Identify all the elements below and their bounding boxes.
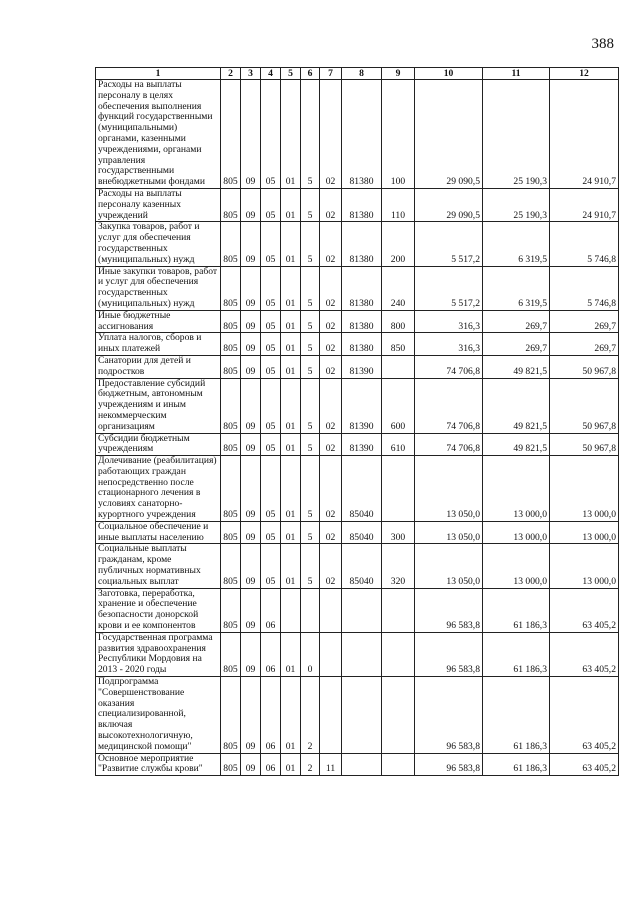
table-row <box>96 588 619 632</box>
code-subprogram: 5 <box>301 222 320 266</box>
code-program: 01 <box>281 266 301 310</box>
code-section: 09 <box>241 544 261 588</box>
amount-year-3: 24 910,7 <box>550 188 619 221</box>
header-row <box>96 68 619 80</box>
code-expense-type: 850 <box>382 333 415 356</box>
amount-year-2: 61 186,3 <box>483 753 550 776</box>
code-measure: 02 <box>320 355 342 378</box>
code-subprogram: 5 <box>301 521 320 544</box>
amount-year-3: 269,7 <box>550 333 619 356</box>
table-row <box>96 521 619 544</box>
code-section: 09 <box>241 433 261 456</box>
amount-year-2: 6 319,5 <box>483 266 550 310</box>
code-admin: 805 <box>221 333 241 356</box>
table-row <box>96 433 619 456</box>
amount-year-1: 13 050,0 <box>415 456 483 522</box>
code-expense-type <box>382 632 415 676</box>
row-name: Санатории для детей и подростков <box>96 355 221 378</box>
row-name: Социальные выплаты гражданам, кроме публичных нормативных социальных выплат <box>96 544 221 588</box>
code-program: 01 <box>281 333 301 356</box>
code-admin: 805 <box>221 521 241 544</box>
code-direction: 81390 <box>342 433 382 456</box>
code-program: 01 <box>281 456 301 522</box>
code-section: 09 <box>241 266 261 310</box>
code-section: 09 <box>241 333 261 356</box>
code-subprogram: 5 <box>301 355 320 378</box>
code-measure: 02 <box>320 333 342 356</box>
amount-year-1: 74 706,8 <box>415 433 483 456</box>
table-row <box>96 544 619 588</box>
code-section: 09 <box>241 588 261 632</box>
code-admin: 805 <box>221 588 241 632</box>
code-direction <box>342 677 382 754</box>
code-direction: 81390 <box>342 355 382 378</box>
row-name: Заготовка, переработка, хранение и обеспечение безопасности донорской крови и ее компонентов <box>96 588 221 632</box>
amount-year-3: 13 000,0 <box>550 521 619 544</box>
code-measure: 02 <box>320 266 342 310</box>
code-direction: 85040 <box>342 456 382 522</box>
amount-year-2: 61 186,3 <box>483 632 550 676</box>
amount-year-1: 96 583,8 <box>415 588 483 632</box>
amount-year-1: 29 090,5 <box>415 80 483 189</box>
code-expense-type <box>382 588 415 632</box>
code-section: 09 <box>241 632 261 676</box>
row-name: Социальное обеспечение и иные выплаты населению <box>96 521 221 544</box>
code-subsection: 05 <box>261 544 281 588</box>
code-direction: 85040 <box>342 521 382 544</box>
table-row <box>96 632 619 676</box>
code-subprogram: 2 <box>301 753 320 776</box>
code-direction: 81380 <box>342 333 382 356</box>
code-measure: 11 <box>320 753 342 776</box>
amount-year-3: 24 910,7 <box>550 80 619 189</box>
code-program: 01 <box>281 677 301 754</box>
code-admin: 805 <box>221 355 241 378</box>
code-section: 09 <box>241 677 261 754</box>
code-subprogram: 5 <box>301 310 320 333</box>
code-section: 09 <box>241 80 261 189</box>
row-name: Иные закупки товаров, работ и услуг для обеспечения государственных (муниципальных) нужд <box>96 266 221 310</box>
amount-year-2: 61 186,3 <box>483 677 550 754</box>
amount-year-1: 13 050,0 <box>415 521 483 544</box>
code-expense-type: 320 <box>382 544 415 588</box>
code-measure: 02 <box>320 188 342 221</box>
amount-year-3: 50 967,8 <box>550 378 619 433</box>
code-admin: 805 <box>221 266 241 310</box>
code-program: 01 <box>281 521 301 544</box>
code-subsection: 06 <box>261 632 281 676</box>
amount-year-1: 316,3 <box>415 310 483 333</box>
code-expense-type <box>382 355 415 378</box>
amount-year-3: 5 746,8 <box>550 222 619 266</box>
code-subprogram: 5 <box>301 378 320 433</box>
page-number: 388 <box>591 36 614 52</box>
code-direction <box>342 588 382 632</box>
code-expense-type: 240 <box>382 266 415 310</box>
code-section: 09 <box>241 222 261 266</box>
amount-year-1: 96 583,8 <box>415 632 483 676</box>
code-expense-type: 200 <box>382 222 415 266</box>
code-measure: 02 <box>320 433 342 456</box>
amount-year-2: 13 000,0 <box>483 456 550 522</box>
code-expense-type: 800 <box>382 310 415 333</box>
table-body <box>96 80 619 776</box>
code-subsection: 05 <box>261 310 281 333</box>
amount-year-2: 13 000,0 <box>483 521 550 544</box>
code-expense-type <box>382 677 415 754</box>
code-direction <box>342 753 382 776</box>
code-expense-type <box>382 456 415 522</box>
amount-year-2: 269,7 <box>483 333 550 356</box>
code-direction <box>342 632 382 676</box>
code-program: 01 <box>281 632 301 676</box>
amount-year-1: 5 517,2 <box>415 222 483 266</box>
code-subsection: 05 <box>261 333 281 356</box>
amount-year-3: 13 000,0 <box>550 544 619 588</box>
amount-year-1: 29 090,5 <box>415 188 483 221</box>
amount-year-3: 63 405,2 <box>550 677 619 754</box>
amount-year-3: 5 746,8 <box>550 266 619 310</box>
code-subsection: 05 <box>261 456 281 522</box>
code-program: 01 <box>281 544 301 588</box>
code-section: 09 <box>241 521 261 544</box>
code-section: 09 <box>241 188 261 221</box>
amount-year-1: 74 706,8 <box>415 355 483 378</box>
code-expense-type: 110 <box>382 188 415 221</box>
code-admin: 805 <box>221 544 241 588</box>
amount-year-3: 63 405,2 <box>550 588 619 632</box>
table-row <box>96 355 619 378</box>
amount-year-2: 49 821,5 <box>483 355 550 378</box>
col-header: 12 <box>550 68 619 80</box>
code-admin: 805 <box>221 433 241 456</box>
amount-year-2: 49 821,5 <box>483 433 550 456</box>
col-header: 7 <box>320 68 342 80</box>
col-header: 2 <box>221 68 241 80</box>
code-admin: 805 <box>221 310 241 333</box>
row-name: Долечивание (реабилитация) работающих граждан непосредственно после стационарного лечения в условиях санаторно-курортного учреждения <box>96 456 221 522</box>
code-measure: 02 <box>320 456 342 522</box>
code-program: 01 <box>281 188 301 221</box>
code-subsection: 05 <box>261 80 281 189</box>
col-header: 6 <box>301 68 320 80</box>
code-subsection: 05 <box>261 188 281 221</box>
row-name: Закупка товаров, работ и услуг для обеспечения государственных (муниципальных) нужд <box>96 222 221 266</box>
code-section: 09 <box>241 753 261 776</box>
row-name: Расходы на выплаты персоналу казенных учреждений <box>96 188 221 221</box>
code-expense-type <box>382 753 415 776</box>
code-section: 09 <box>241 378 261 433</box>
code-subprogram: 2 <box>301 677 320 754</box>
code-measure: 02 <box>320 80 342 189</box>
budget-table <box>95 67 619 776</box>
col-header: 3 <box>241 68 261 80</box>
code-program: 01 <box>281 310 301 333</box>
code-program: 01 <box>281 222 301 266</box>
code-section: 09 <box>241 310 261 333</box>
code-measure: 02 <box>320 544 342 588</box>
code-admin: 805 <box>221 80 241 189</box>
code-measure: 02 <box>320 310 342 333</box>
code-measure: 02 <box>320 222 342 266</box>
code-expense-type: 600 <box>382 378 415 433</box>
table-row <box>96 266 619 310</box>
amount-year-2: 6 319,5 <box>483 222 550 266</box>
code-subsection: 06 <box>261 753 281 776</box>
code-subsection: 05 <box>261 378 281 433</box>
amount-year-3: 50 967,8 <box>550 355 619 378</box>
col-header: 8 <box>342 68 382 80</box>
col-header: 1 <box>96 68 221 80</box>
table-row <box>96 188 619 221</box>
code-measure: 02 <box>320 521 342 544</box>
row-name: Основное мероприятие "Развитие службы крови" <box>96 753 221 776</box>
code-subprogram: 5 <box>301 188 320 221</box>
code-program: 01 <box>281 433 301 456</box>
amount-year-3: 63 405,2 <box>550 753 619 776</box>
table-row <box>96 80 619 189</box>
code-expense-type: 610 <box>382 433 415 456</box>
row-name: Иные бюджетные ассигнования <box>96 310 221 333</box>
table-row <box>96 222 619 266</box>
table-row <box>96 333 619 356</box>
code-admin: 805 <box>221 753 241 776</box>
table-row <box>96 456 619 522</box>
amount-year-2: 13 000,0 <box>483 544 550 588</box>
amount-year-2: 49 821,5 <box>483 378 550 433</box>
code-direction: 81380 <box>342 266 382 310</box>
amount-year-3: 13 000,0 <box>550 456 619 522</box>
code-subprogram: 5 <box>301 433 320 456</box>
row-name: Подпрограмма "Совершенствование оказания специализированной, включая высокотехнологичную, медицинской помощи" <box>96 677 221 754</box>
table-row <box>96 677 619 754</box>
amount-year-2: 25 190,3 <box>483 188 550 221</box>
code-subprogram: 0 <box>301 632 320 676</box>
code-direction: 81390 <box>342 378 382 433</box>
code-subsection: 05 <box>261 222 281 266</box>
code-admin: 805 <box>221 188 241 221</box>
col-header: 4 <box>261 68 281 80</box>
code-program: 01 <box>281 355 301 378</box>
code-admin: 805 <box>221 378 241 433</box>
amount-year-3: 50 967,8 <box>550 433 619 456</box>
code-direction: 81380 <box>342 188 382 221</box>
amount-year-3: 269,7 <box>550 310 619 333</box>
code-program: 01 <box>281 378 301 433</box>
code-expense-type: 300 <box>382 521 415 544</box>
code-subprogram: 5 <box>301 80 320 189</box>
code-measure <box>320 588 342 632</box>
code-program: 01 <box>281 80 301 189</box>
row-name: Расходы на выплаты персоналу в целях обеспечения выполнения функций государственными (муниципальными) органами, казенными учреждениями, органами управления государственными внебюджетными фондами <box>96 80 221 189</box>
code-subprogram: 5 <box>301 333 320 356</box>
col-header: 5 <box>281 68 301 80</box>
amount-year-2: 25 190,3 <box>483 80 550 189</box>
code-admin: 805 <box>221 456 241 522</box>
code-program: 01 <box>281 753 301 776</box>
code-program <box>281 588 301 632</box>
col-header: 11 <box>483 68 550 80</box>
amount-year-1: 96 583,8 <box>415 753 483 776</box>
code-section: 09 <box>241 355 261 378</box>
code-expense-type: 100 <box>382 80 415 189</box>
code-section: 09 <box>241 456 261 522</box>
amount-year-1: 316,3 <box>415 333 483 356</box>
code-subsection: 05 <box>261 521 281 544</box>
code-direction: 81380 <box>342 310 382 333</box>
code-measure: 02 <box>320 378 342 433</box>
code-subsection: 05 <box>261 433 281 456</box>
code-subsection: 06 <box>261 677 281 754</box>
row-name: Субсидии бюджетным учреждениям <box>96 433 221 456</box>
amount-year-1: 5 517,2 <box>415 266 483 310</box>
code-admin: 805 <box>221 677 241 754</box>
code-direction: 85040 <box>342 544 382 588</box>
code-admin: 805 <box>221 632 241 676</box>
code-subsection: 06 <box>261 588 281 632</box>
col-header: 9 <box>382 68 415 80</box>
amount-year-1: 13 050,0 <box>415 544 483 588</box>
code-measure <box>320 677 342 754</box>
amount-year-3: 63 405,2 <box>550 632 619 676</box>
amount-year-2: 269,7 <box>483 310 550 333</box>
amount-year-2: 61 186,3 <box>483 588 550 632</box>
code-direction: 81380 <box>342 222 382 266</box>
row-name: Предоставление субсидий бюджетным, автономным учреждениям и иным некоммерческим организациям <box>96 378 221 433</box>
code-subprogram <box>301 588 320 632</box>
code-subprogram: 5 <box>301 456 320 522</box>
row-name: Государственная программа развития здравоохранения Республики Мордовия на 2013 - 2020 годы <box>96 632 221 676</box>
code-measure <box>320 632 342 676</box>
amount-year-1: 96 583,8 <box>415 677 483 754</box>
code-direction: 81380 <box>342 80 382 189</box>
col-header: 10 <box>415 68 483 80</box>
table-row <box>96 310 619 333</box>
code-subprogram: 5 <box>301 266 320 310</box>
code-admin: 805 <box>221 222 241 266</box>
amount-year-1: 74 706,8 <box>415 378 483 433</box>
code-subprogram: 5 <box>301 544 320 588</box>
code-subsection: 05 <box>261 355 281 378</box>
row-name: Уплата налогов, сборов и иных платежей <box>96 333 221 356</box>
table-row <box>96 378 619 433</box>
code-subsection: 05 <box>261 266 281 310</box>
table-row <box>96 753 619 776</box>
